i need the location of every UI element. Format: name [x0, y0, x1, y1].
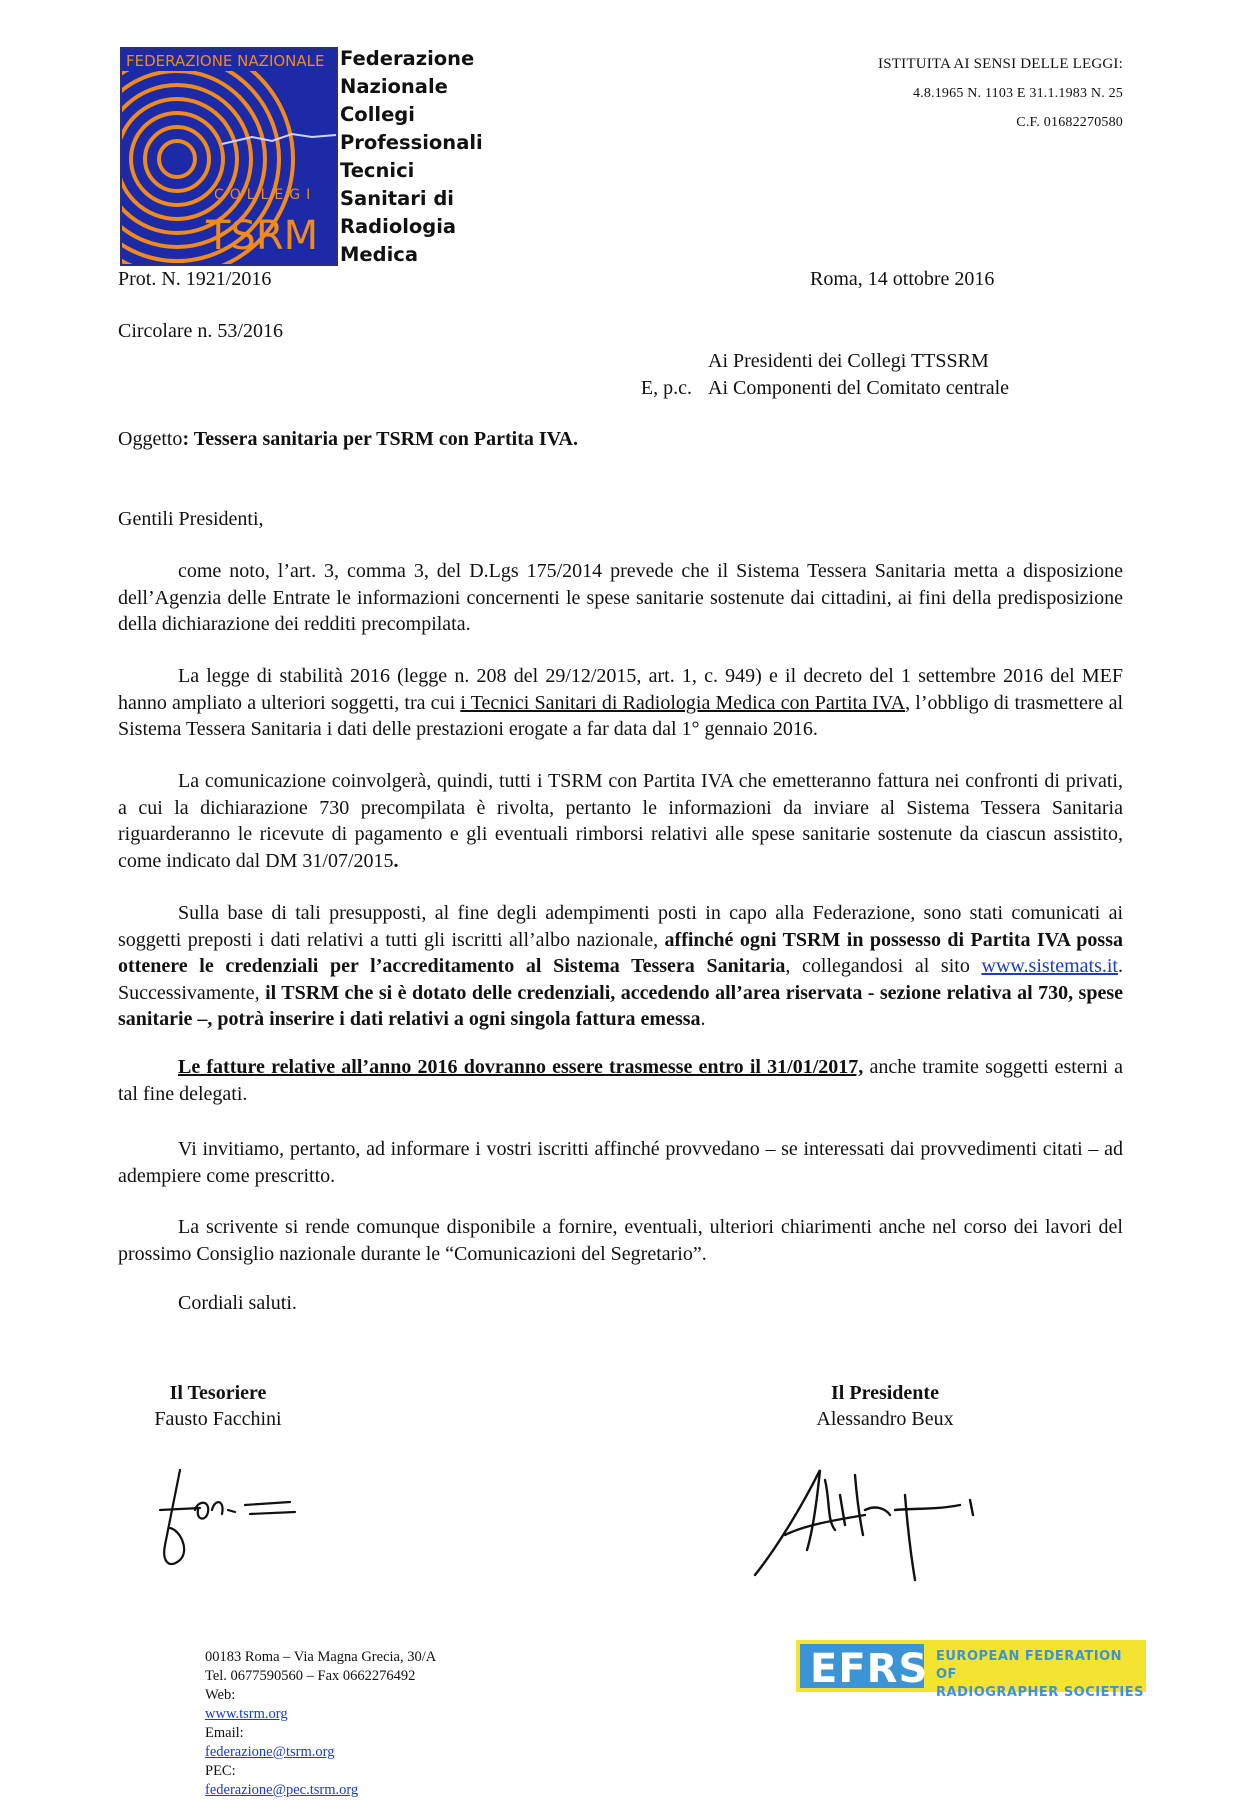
org-name-line: Tecnici	[340, 159, 415, 182]
org-name-line: Sanitari di	[340, 187, 454, 210]
recipients	[708, 348, 1009, 402]
email-label: Email:	[205, 1725, 244, 1741]
signature-block-treasurer	[118, 1380, 318, 1432]
paragraph-3-text: La comunicazione coinvolgerà, quindi, tutti i TSRM con Partita IVA che emetteranno fattura nei confronti di privati, a cui la dichiarazione 730 precompilata è rivolta, pertanto le informazioni da inviare al Sistema Tessera Sanitaria riguarderanno le ricevute di pagamento e gli eventuali rimborsi relativi alle spese sanitarie sostenute da ciascun assistito, come indicato dal DM 31/07/2015	[118, 770, 1123, 872]
efrs-full-name	[936, 1648, 1146, 1702]
pec-link[interactable]: federazione@pec.tsrm.org	[205, 1782, 359, 1798]
signer-role: Il Presidente	[831, 1382, 939, 1404]
efrs-line: EUROPEAN FEDERATION OF	[936, 1649, 1123, 1682]
org-name-line: Nazionale	[340, 75, 448, 98]
paragraph-3-end: .	[393, 849, 399, 872]
footer-contacts	[205, 1648, 436, 1800]
paragraph-4-end: .	[700, 1008, 706, 1030]
paragraph-4-text-2: , collegandosi al sito	[785, 955, 982, 977]
paragraph-2	[118, 663, 1123, 743]
paragraph-7-text: La scrivente si rende comunque disponibile a fornire, eventuali, ulteriori chiarimenti anche nel corso dei lavori del prossimo Consiglio nazionale durante le “Comunicazioni del Segretario”.	[118, 1216, 1123, 1265]
logo-banner-text: FEDERAZIONE NAZIONALE	[126, 52, 325, 70]
organization-name	[340, 45, 483, 269]
efrs-logo	[796, 1640, 1146, 1700]
greeting: Gentili Presidenti,	[118, 508, 264, 530]
subject-text: : Tessera sanitaria per TSRM con Partita IVA.	[182, 428, 578, 450]
paragraph-4-text-3: . Successivamente,	[118, 955, 1123, 1004]
footer-web-line	[205, 1686, 436, 1724]
efrs-line: RADIOGRAPHER SOCIETIES	[936, 1685, 1144, 1700]
logo-tsrm-text: TSRM	[206, 213, 319, 259]
place-date: Roma, 14 ottobre 2016	[810, 268, 995, 290]
efrs-acronym: EFRS	[810, 1646, 929, 1692]
paragraph-2-underlined: i Tecnici Sanitari di Radiologia Medica con Partita IVA	[460, 691, 906, 714]
org-name-line: Collegi	[340, 103, 415, 126]
protocol-number: Prot. N. 1921/2016	[118, 268, 272, 290]
cc-label: E, p.c.	[640, 377, 692, 399]
signer-role: Il Tesoriere	[169, 1382, 267, 1404]
subject-label: Oggetto	[118, 428, 183, 450]
paragraph-6-text: Vi invitiamo, pertanto, ad informare i vostri iscritti affinché provvedano – se interessati dai provvedimenti citati – ad adempiere come prescritto.	[118, 1138, 1123, 1187]
deadline-notice: Le fatture relative all’anno 2016 dovranno essere trasmesse entro il 31/01/2017,	[178, 1056, 864, 1078]
recipient-line: Ai Componenti del Comitato centrale	[708, 377, 1010, 399]
closing-text: Cordiali saluti.	[178, 1292, 297, 1314]
sistemats-link[interactable]: www.sistemats.it	[981, 955, 1118, 977]
efrs-logo-box	[800, 1644, 929, 1692]
legal-info	[878, 50, 1123, 137]
web-link[interactable]: www.tsrm.org	[205, 1706, 288, 1722]
recipients-labels	[632, 348, 692, 402]
paragraph-4-bold: affinché ogni TSRM in possesso di Partita IVA possa ottenere le credenziali per l’accreditamento al Sistema Tessera Sanitaria	[118, 928, 1123, 977]
email-link[interactable]: federazione@tsrm.org	[205, 1744, 335, 1760]
pec-label: PEC:	[205, 1763, 236, 1779]
org-name-line: Medica	[340, 243, 418, 266]
paragraph-7	[118, 1214, 1123, 1267]
paragraph-4-bold-2: il TSRM che si è dotato delle credenziali, accedendo all’area riservata - sezione relativa al 730, spese sanitarie –, potrà inserire i dati relativi a ogni singola fattura emessa	[118, 981, 1123, 1030]
paragraph-2-text: La legge di stabilità 2016 (legge n. 208 del 29/12/2015, art. 1, c. 949) e il decreto del 1 settembre 2016 del MEF hanno ampliato a ulteriori soggetti, tra cui	[118, 665, 1123, 714]
legal-line: C.F. 01682270580	[1016, 115, 1123, 130]
recipient-line: Ai Presidenti dei Collegi TTSSRM	[708, 350, 989, 372]
org-name-line: Professionali	[340, 131, 483, 154]
paragraph-3	[118, 768, 1123, 874]
web-label: Web:	[205, 1687, 236, 1703]
paragraph-5	[118, 1054, 1123, 1107]
logo-collegi-text: COLLEGI	[214, 187, 317, 203]
paragraph-4-text: Sulla base di tali presupposti, al fine degli adempimenti posti in capo alla Federazione, sono stati comunicati ai soggetti preposti i dati relativi a tutti gli iscritti all’albo nazionale,	[118, 902, 1123, 951]
footer-email-line	[205, 1724, 436, 1800]
signature-block-president	[760, 1380, 1010, 1432]
signer-name: Fausto Facchini	[154, 1408, 282, 1430]
president-signature	[745, 1440, 1025, 1590]
tsrm-logo	[120, 47, 338, 266]
tsrm-logo-graphic	[122, 49, 336, 264]
paragraph-6	[118, 1136, 1123, 1189]
paragraph-4	[118, 900, 1123, 1033]
paragraph-1-text: come noto, l’art. 3, comma 3, del D.Lgs 175/2014 prevede che il Sistema Tessera Sanitaria metta a disposizione dell’Agenzia delle Entrate le informazioni concernenti le spese sanitarie sostenute dai cittadini, ai fini della predisposizione della dichiarazione dei redditi precompilata.	[118, 560, 1123, 635]
signer-name: Alessandro Beux	[816, 1408, 954, 1430]
treasurer-signature	[140, 1450, 320, 1580]
circular-number: Circolare n. 53/2016	[118, 320, 283, 342]
paragraph-5-text: anche tramite soggetti esterni a tal fine delegati.	[118, 1056, 1123, 1105]
org-name-line: Federazione	[340, 47, 475, 70]
footer-address: 00183 Roma – Via Magna Grecia, 30/A	[205, 1649, 437, 1665]
footer-phone: Tel. 0677590560 – Fax 0662276492	[205, 1668, 416, 1684]
paragraph-2-text-end: , l’obbligo di trasmettere al Sistema Tessera Sanitaria i dati delle prestazioni erogate a far data dal 1° gennaio 2016.	[118, 691, 1124, 740]
legal-line: ISTITUITA AI SENSI DELLE LEGGI:	[878, 56, 1123, 72]
subject-line	[118, 428, 578, 451]
paragraph-1	[118, 558, 1123, 638]
legal-line: 4.8.1965 N. 1103 E 31.1.1983 N. 25	[912, 86, 1123, 101]
org-name-line: Radiologia	[340, 215, 457, 238]
closing	[118, 1290, 1123, 1317]
